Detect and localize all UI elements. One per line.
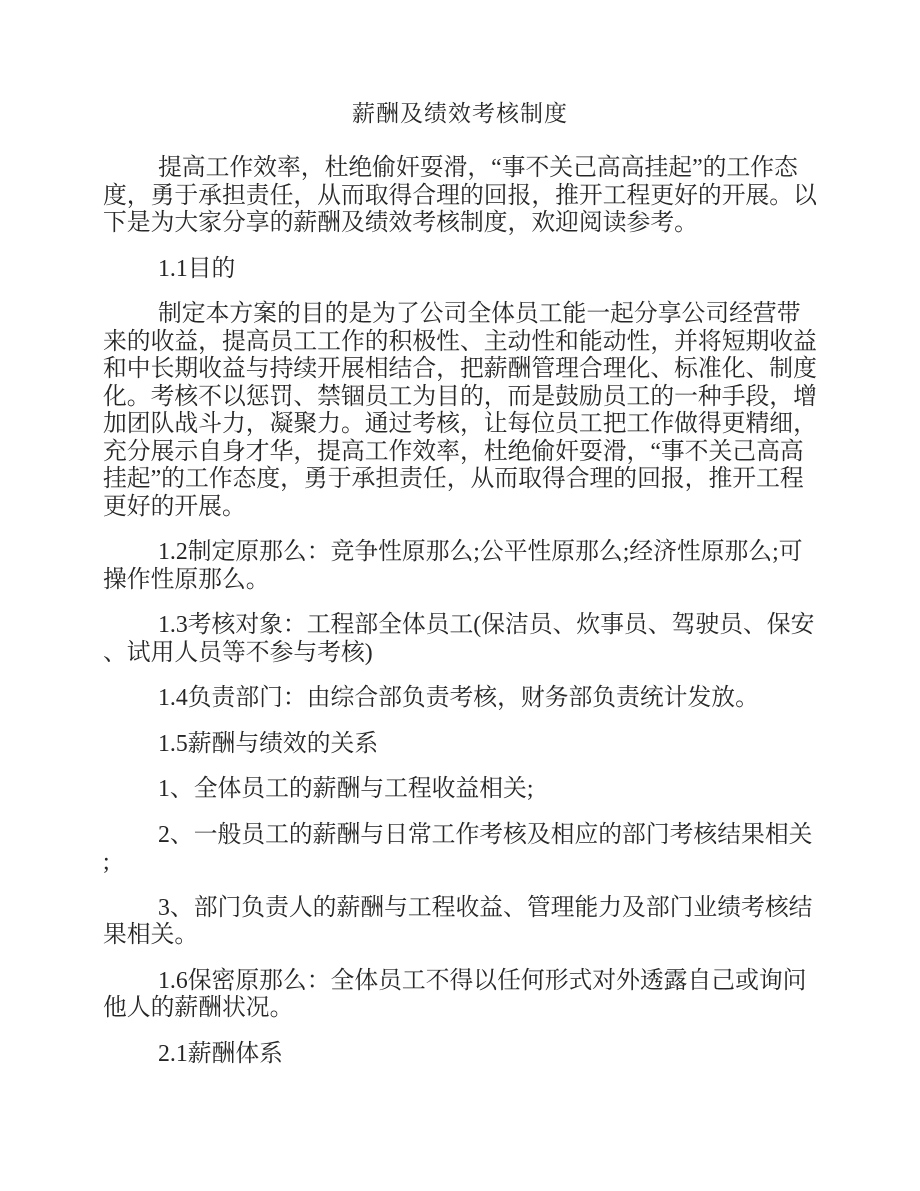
- paragraph: 1.6保密原那么：全体员工不得以任何形式对外透露自己或询问他人的薪酬状况。: [103, 967, 807, 1021]
- paragraph: 1、全体员工的薪酬与工程收益相关;: [158, 776, 534, 802]
- paragraph: 2.1薪酬体系: [158, 1040, 283, 1067]
- paragraph: 提高工作效率，杜绝偷奸耍滑，“事不关己高高挂起”的工作态度，勇于承担责任，从而取得合理的回报，推开工程更好的开展。以下是为大家分享的薪酬及绩效考核制度，欢迎阅读参考。: [103, 155, 817, 236]
- document-body: [103, 155, 817, 1068]
- paragraph: 1.2制定原那么：竞争性原那么;公平性原那么;经济性原那么;可操作性原那么。: [103, 539, 803, 593]
- paragraph: 1.1目的: [158, 255, 236, 282]
- paragraph: 2、一般员工的薪酬与日常工作考核及相应的部门考核结果相关;: [103, 821, 813, 875]
- paragraph: 1.5薪酬与绩效的关系: [158, 730, 379, 757]
- paragraph: 1.4负责部门：由综合部负责考核，财务部负责统计发放。: [158, 685, 759, 711]
- document-title: 薪酬及绩效考核制度: [352, 101, 568, 126]
- paragraph: 3、部门负责人的薪酬与工程收益、管理能力及部门业绩考核结果相关。: [103, 894, 813, 948]
- paragraph: 1.3考核对象：工程部全体员工(保洁员、炊事员、驾驶员、保安、试用人员等不参与考核): [103, 612, 815, 666]
- paragraph: 制定本方案的目的是为了公司全体员工能一起分享公司经营带来的收益，提高员工工作的积极性、主动性和能动性，并将短期收益和中长期收益与持续开展相结合，把薪酬管理合理化、标准化、制度化。考核不以惩罚、禁锢员工为目的，而是鼓励员工的一种手段，增加团队战斗力，凝聚力。通过考核，让每位员工把工作做得更精细，充分展示自身才华，提高工作效率，杜绝偷奸耍滑，“事不关己高高挂起”的工作态度，勇于承担责任，从而取得合理的回报，推开工程更好的开展。: [103, 301, 817, 520]
